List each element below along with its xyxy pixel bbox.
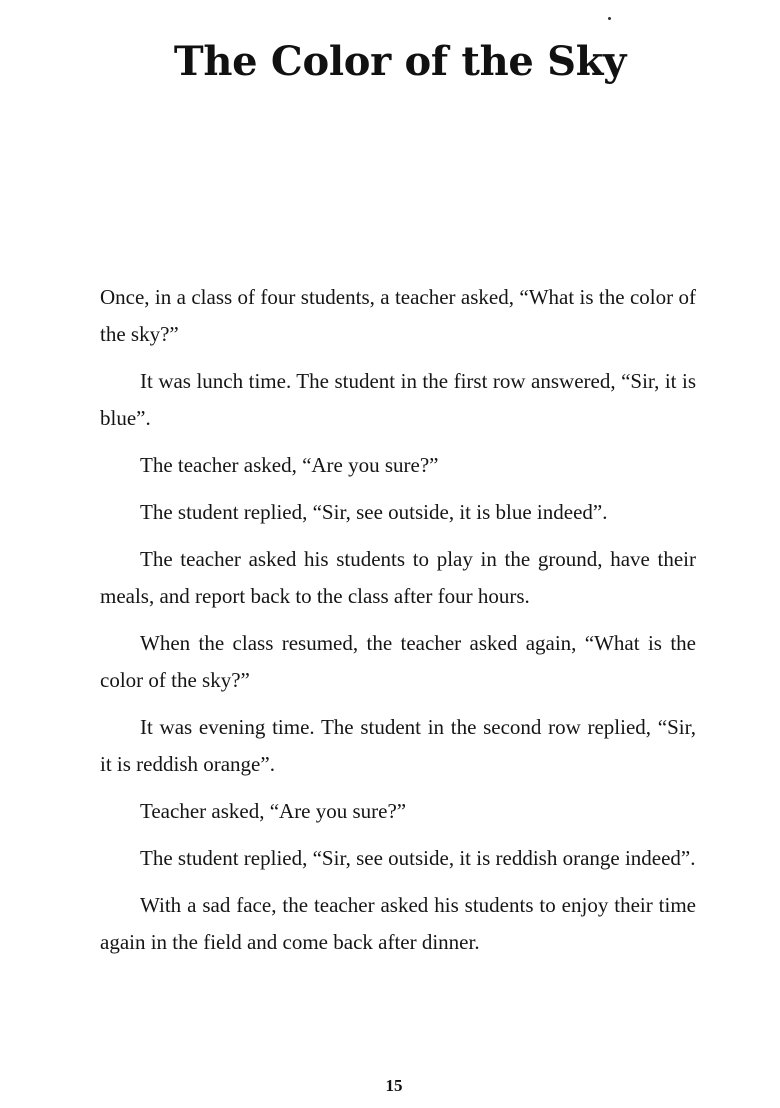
page-title: The Color of the Sky bbox=[173, 38, 627, 85]
story-body bbox=[100, 279, 696, 971]
paragraph: It was lunch time. The student in the first row answered, “Sir, it is blue”. bbox=[100, 369, 696, 430]
page-number: 15 bbox=[385, 1076, 403, 1095]
paragraph: The student replied, “Sir, see outside, it is reddish orange indeed”. bbox=[140, 846, 696, 870]
paragraph: With a sad face, the teacher asked his students to enjoy their time again in the field and come back after dinner. bbox=[100, 893, 696, 954]
paragraph: Once, in a class of four students, a teacher asked, “What is the color of the sky?” bbox=[100, 285, 696, 346]
paragraph: It was evening time. The student in the second row replied, “Sir, it is reddish orange”. bbox=[100, 715, 696, 776]
paragraph: When the class resumed, the teacher asked again, “What is the color of the sky?” bbox=[100, 631, 696, 692]
paragraph: The teacher asked his students to play in the ground, have their meals, and report back to the class after four hours. bbox=[100, 547, 696, 608]
print-speck bbox=[608, 17, 611, 20]
paragraph: Teacher asked, “Are you sure?” bbox=[140, 799, 407, 823]
paragraph: The teacher asked, “Are you sure?” bbox=[140, 453, 439, 477]
paragraph: The student replied, “Sir, see outside, it is blue indeed”. bbox=[140, 500, 608, 524]
